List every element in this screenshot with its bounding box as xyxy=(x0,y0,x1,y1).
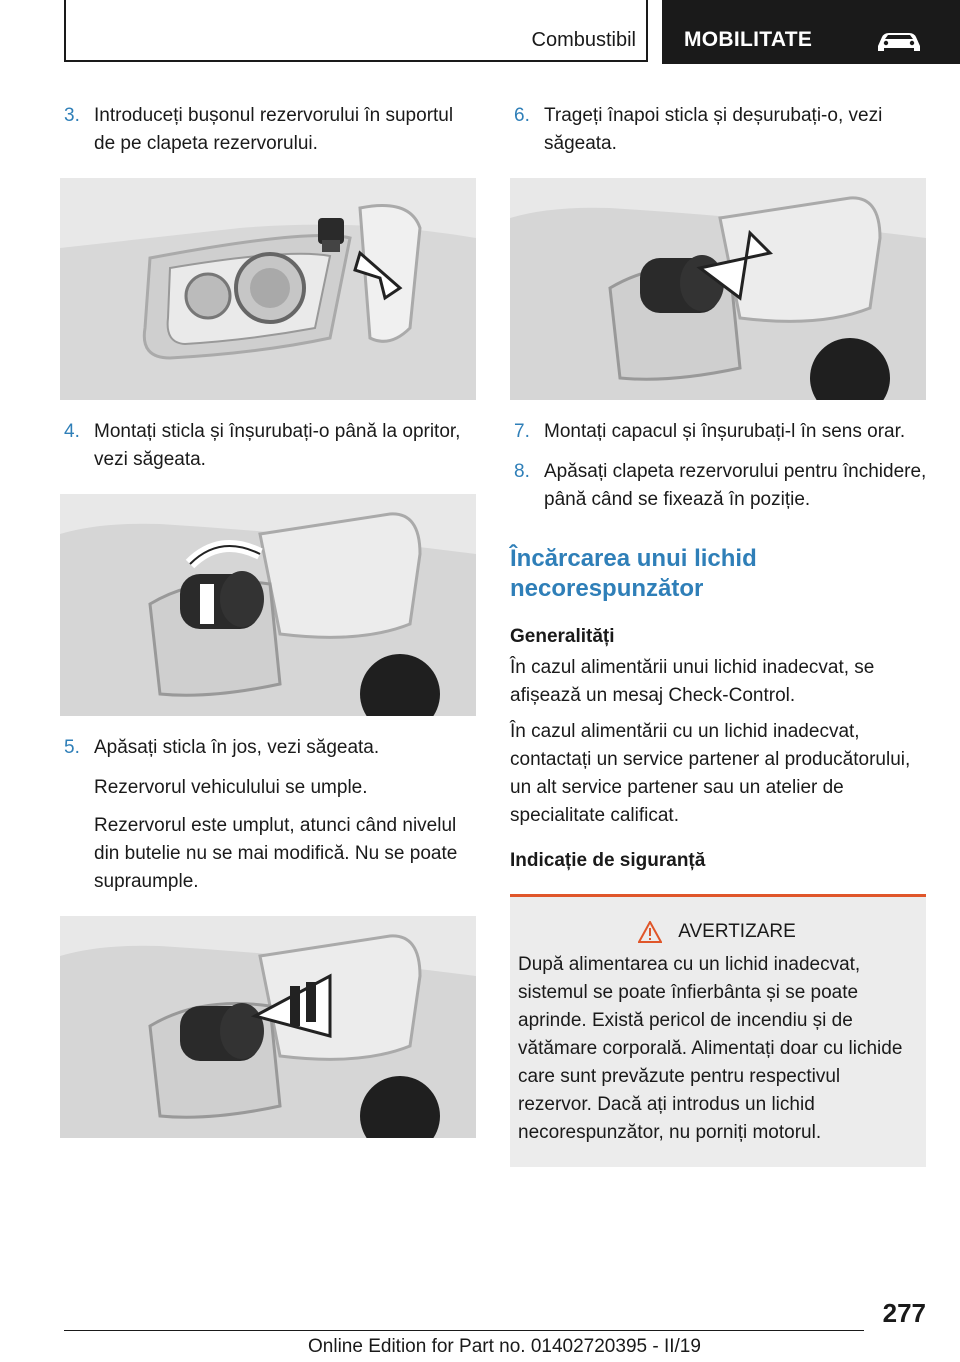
subheading-safety: Indicație de siguranță xyxy=(510,850,706,871)
page-header xyxy=(64,0,960,64)
warning-label: AVERTIZARE xyxy=(678,921,796,942)
section-heading: Încărcarea unui lichid necorespunzător xyxy=(510,545,757,602)
figure-bottle-remove xyxy=(510,178,926,400)
edition-text: Online Edition for Part no. 01402720395 - II/19 xyxy=(308,1336,701,1357)
step-number: 8. xyxy=(514,461,530,482)
paragraph: În cazul alimentării unui lichid inadecvat, se afișează un mesaj Check-Control. xyxy=(510,657,875,706)
step-text: Apăsați sticla în jos, vezi săgeata. xyxy=(94,737,380,758)
step-number: 5. xyxy=(64,737,80,758)
step-number: 4. xyxy=(64,421,80,442)
step-8 xyxy=(510,458,928,514)
car-icon xyxy=(874,30,924,54)
figure-bottle-screw xyxy=(60,494,476,716)
warning-title xyxy=(518,921,916,943)
step-text: Apăsați clapeta rezervorului pentru închidere, până când se fixează în poziție. xyxy=(544,461,927,510)
paragraph: Rezervorul vehiculului se umple. xyxy=(94,777,368,798)
warning-text: După alimentarea cu un lichid inadecvat, sistemul se poate înfierbânta și se poate aprinde. Există pericol de incendiu și de vătămare corporală. Alimentați doar cu lichide care sunt prevăzute pentru respectivul rezervor. Dacă ați introdus un lichid necorespunzător, nu porniți motorul. xyxy=(518,954,903,1143)
step-5 xyxy=(60,734,478,762)
figure-cap-holder xyxy=(60,178,476,400)
footer-rule xyxy=(64,1330,864,1331)
section-title: Combustibil xyxy=(531,29,636,51)
step-text: Montați sticla și înșurubați-o până la opritor, vezi săgeata. xyxy=(94,421,461,470)
step-text: Introduceți bușonul rezervorului în suportul de pe clapeta rezervorului. xyxy=(94,105,454,154)
left-column xyxy=(60,102,478,1156)
chapter-title: MOBILITATE xyxy=(684,28,813,51)
paragraph: În cazul alimentării cu un lichid inadecvat, contactați un service partener al producătorului, un alt service partener sau un atelier de specialitate calificat. xyxy=(510,721,911,826)
section-tab xyxy=(64,0,648,62)
step-4 xyxy=(60,418,478,474)
step-text: Montați capacul și înșurubați-l în sens orar. xyxy=(544,421,906,442)
step-3 xyxy=(60,102,478,158)
step-7 xyxy=(510,418,928,446)
step-text: Trageți înapoi sticla și deșurubați-o, vezi săgeata. xyxy=(544,105,883,154)
step-number: 3. xyxy=(64,105,80,126)
chapter-tab xyxy=(662,0,960,64)
step-number: 7. xyxy=(514,421,530,442)
figure-bottle-press xyxy=(60,916,476,1138)
paragraph: Rezervorul este umplut, atunci când nivelul din butelie nu se mai modifică. Nu se poate supraumple. xyxy=(94,815,458,892)
page-number: 277 xyxy=(882,1298,926,1328)
step-6 xyxy=(510,102,928,158)
subheading-general: Generalități xyxy=(510,626,615,647)
right-column xyxy=(510,102,928,1167)
warning-box xyxy=(510,894,926,1167)
warning-triangle-icon xyxy=(638,921,662,943)
step-number: 6. xyxy=(514,105,530,126)
